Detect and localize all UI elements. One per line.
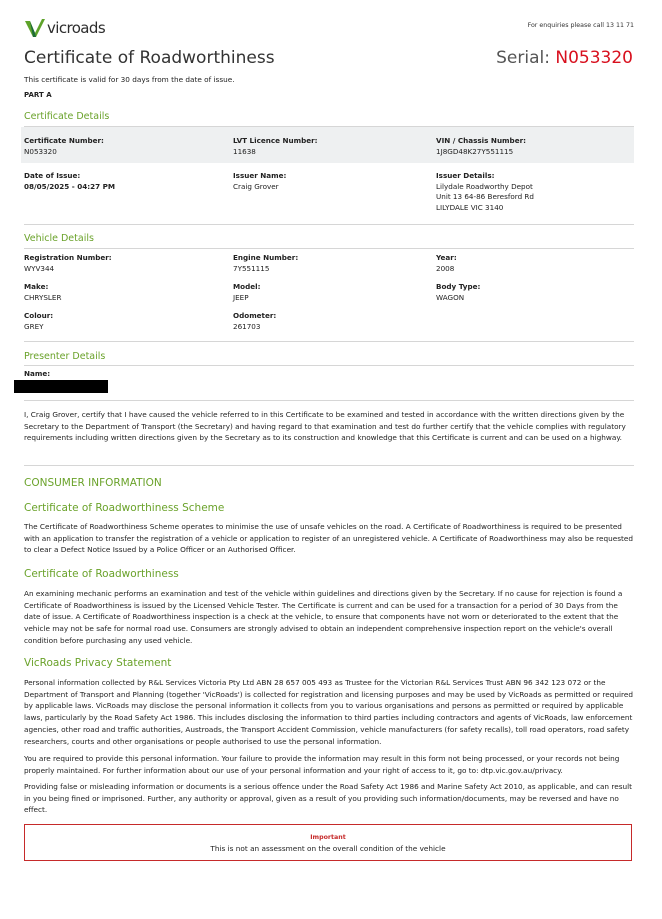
vin-value: 1J8GD48K27Y551115 xyxy=(436,146,514,156)
serial xyxy=(496,48,633,68)
presenter-details-heading: Presenter Details xyxy=(24,351,106,362)
year-label: Year: xyxy=(436,253,457,262)
make-label: Make: xyxy=(24,282,49,291)
colour-label: Colour: xyxy=(24,311,54,320)
important-title: Important xyxy=(310,834,346,841)
divider xyxy=(24,341,634,342)
serial-number: N053320 xyxy=(555,48,633,68)
certificate-details-shaded-row xyxy=(21,127,634,163)
certificate-details-heading: Certificate Details xyxy=(24,111,110,122)
date-of-issue-field xyxy=(24,171,115,192)
presenter-name-label: Name: xyxy=(24,369,51,378)
privacy-paragraph-3: Providing false or misleading information or documents is a serious offence under the Road Safety Act 1986 and Marine Safety Act 2010, as applicable, and can result in you being fined or imprisoned. Further, any authority or approval, given as a result of you providing such information/documents, may be reversed and have no effect. xyxy=(24,782,633,815)
issuer-details-field xyxy=(436,171,534,213)
model-value: JEEP xyxy=(233,292,249,302)
issuer-details-line: Unit 13 64-86 Beresford Rd xyxy=(436,192,534,201)
certificate-number-label: Certificate Number: xyxy=(24,136,104,145)
model-field xyxy=(233,282,260,303)
important-notice xyxy=(24,824,632,861)
certification-statement: I, Craig Grover, certify that I have caused the vehicle referred to in this Certificate to be examined and tested in accordance with the written directions given by the Secretary to the Department of Transport (the Secretary) and having regard to that examination and test do further certify that the vehicle complies with regulatory requirements including written directions given by the Secretary as to its construction and knowledge that this Certificate is current and can be used on a highway. xyxy=(24,410,626,443)
issuer-name-field xyxy=(233,171,286,192)
vin-field xyxy=(436,136,526,157)
serial-label: Serial: xyxy=(496,48,550,68)
odometer-field xyxy=(233,311,276,332)
body-type-label: Body Type: xyxy=(436,282,481,291)
issuer-details-label: Issuer Details: xyxy=(436,171,495,180)
divider xyxy=(24,400,634,401)
vicroads-logo xyxy=(24,18,105,38)
make-value: CHRYSLER xyxy=(24,292,62,302)
logo-text: vicroads xyxy=(47,19,106,37)
validity-note: This certificate is valid for 30 days from the date of issue. xyxy=(24,75,235,84)
vehicle-details-heading: Vehicle Details xyxy=(24,233,94,244)
odometer-label: Odometer: xyxy=(233,311,277,320)
scheme-heading: Certificate of Roadworthiness Scheme xyxy=(24,502,225,514)
make-field xyxy=(24,282,61,303)
body-type-value: WAGON xyxy=(436,292,465,302)
divider xyxy=(24,224,634,225)
roadworthiness-heading: Certificate of Roadworthiness xyxy=(24,568,179,580)
certificate-number-value: N053320 xyxy=(24,146,57,156)
lvt-licence-label: LVT Licence Number: xyxy=(233,136,318,145)
engine-value: 7Y551115 xyxy=(233,263,270,273)
year-value: 2008 xyxy=(436,263,455,273)
privacy-heading: VicRoads Privacy Statement xyxy=(24,657,172,669)
vin-label: VIN / Chassis Number: xyxy=(436,136,526,145)
odometer-value: 261703 xyxy=(233,321,261,331)
issuer-name-label: Issuer Name: xyxy=(233,171,287,180)
issuer-name-value: Craig Grover xyxy=(233,181,279,191)
registration-field xyxy=(24,253,112,274)
redacted-name xyxy=(14,380,108,393)
model-label: Model: xyxy=(233,282,261,291)
roadworthiness-text: An examining mechanic performs an examination and test of the vehicle within guidelines and directions given by the Secretary. If no cause for rejection is found a Certificate of Roadworthiness is issued by the Licensed Vehicle Tester. The Certificate is current and can be used for a transaction for a period of 30 Days from the date of issue. A Certificate of Roadworthiness inspection is a check at the vehicle, to ensure that components have not worn or deteriorated to the extent that the vehicle may not be safe for normal road use. Consumers are strongly advised to obtain an independent comprehensive inspection report on the vehicle's overall condition before purchasing any used vehicle. xyxy=(24,589,623,645)
consumer-information-heading: CONSUMER INFORMATION xyxy=(24,477,162,489)
engine-field xyxy=(233,253,298,274)
engine-label: Engine Number: xyxy=(233,253,299,262)
lvt-licence-field xyxy=(233,136,318,157)
scheme-text: The Certificate of Roadworthiness Scheme operates to minimise the use of unsafe vehicles on the road. A Certificate of Roadworthiness is required to be presented with an application to transfer the registration of a vehicle or application to register of an unregistered vehicle. A Certificate of Roadworthiness may also be requested to clear a Defect Notice Issued by a Police Officer or an Authorised Officer. xyxy=(24,522,634,555)
enquiries-text: For enquiries please call 13 11 71 xyxy=(527,22,634,29)
divider xyxy=(24,365,634,366)
part-label: PART A xyxy=(24,91,52,99)
date-of-issue-value: 08/05/2025 - 04:27 PM xyxy=(24,181,116,191)
privacy-paragraph-2: You are required to provide this personal information. Your failure to provide the information may result in this form not being processed, or your records not being properly maintained. For further information about our use of your personal information and your right of access to it, go to: dtp.vic.gov.au/privacy. xyxy=(24,754,620,775)
colour-field xyxy=(24,311,53,332)
vicroads-tick-icon xyxy=(24,18,46,38)
page-title: Certificate of Roadworthiness xyxy=(24,48,275,68)
registration-label: Registration Number: xyxy=(24,253,112,262)
lvt-licence-value: 11638 xyxy=(233,146,256,156)
privacy-paragraph-1: Personal information collected by R&L Services Victoria Pty Ltd ABN 28 657 005 493 as Trustee for the Victorian R&L Services Trust ABN 96 342 123 072 or the Department of Transport and Planning (together 'VicRoads') is collected for registration and licensing purposes and may be used by VicRoads as permitted or required by applicable laws. VicRoads may disclose the personal information it collects from you to various organisations and persons as permitted or required by applicable laws, particularly by the Road Safety Act 1986. This includes disclosing the information to third parties including contractors and agents of VicRoads, law enforcement agencies, other road and traffic authorities, Austroads, the Transport Accident Commission, vehicle manufacturers (for safety recalls), toll road operators, road safety researchers, courts and other organisations or people authorised to use the personal information. xyxy=(24,678,633,746)
colour-value: GREY xyxy=(24,321,44,331)
issuer-details-line: LILYDALE VIC 3140 xyxy=(436,202,504,212)
issuer-details-line: Lilydale Roadworthy Depot xyxy=(436,181,533,191)
important-text: This is not an assessment on the overall condition of the vehicle xyxy=(210,844,446,853)
year-field xyxy=(436,253,457,274)
body-type-field xyxy=(436,282,480,303)
date-of-issue-label: Date of Issue: xyxy=(24,171,81,180)
presenter-name-field xyxy=(24,369,50,380)
divider xyxy=(24,248,634,249)
divider xyxy=(24,465,634,466)
certificate-number-field xyxy=(24,136,104,157)
registration-value: WYV344 xyxy=(24,263,55,273)
